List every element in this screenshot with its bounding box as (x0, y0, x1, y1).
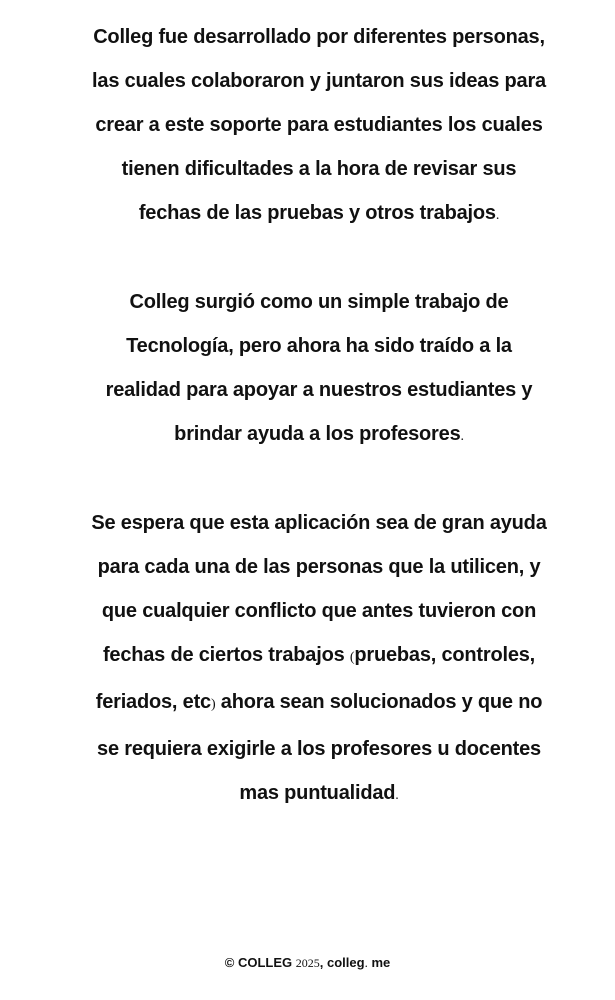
footer-separator: , (319, 955, 324, 970)
page-footer (0, 954, 615, 972)
footer-domain-dot: . (364, 955, 368, 970)
open-paren: ( (349, 650, 355, 665)
about-section (90, 15, 548, 818)
paragraph-spacer (90, 459, 548, 501)
about-paragraph-history-text: Colleg surgió como un simple trabajo de Tecnología, pero ahora ha sido traído a la realidad para apoyar a nuestros estudiantes y brindar ayuda a los profesores (105, 291, 533, 445)
paragraph-spacer (90, 238, 548, 280)
close-paren: ) (210, 697, 216, 712)
about-paragraph-origin (90, 15, 548, 238)
footer-copyright-brand: © COLLEG (224, 955, 293, 970)
about-paragraph-history-period: . (460, 429, 464, 444)
about-paragraph-origin-text: Colleg fue desarrollado por diferentes personas, las cuales colaboraron y juntaron sus ideas para crear a este soporte para estudiantes los cuales tienen dificultades a la hora de revisar sus fechas de las pruebas y otros trabajos (92, 26, 546, 224)
about-paragraph-history (90, 280, 548, 459)
about-paragraph-purpose (90, 501, 548, 818)
about-paragraph-purpose-paren-text: pruebas, controles, feriados, etc (95, 644, 536, 713)
about-paragraph-purpose-text-b: ahora sean solucionados y que no se requiera exigirle a los profesores u docentes mas puntualidad (97, 691, 543, 804)
footer-domain-name: colleg (326, 955, 365, 970)
about-paragraph-purpose-text-a: Se espera que esta aplicación sea de gran ayuda para cada una de las personas que la utilicen, y que cualquier conflicto que antes tuvieron con fechas de ciertos trabajos (91, 512, 547, 666)
footer-domain-tld: me (371, 955, 391, 970)
about-paragraph-origin-period: . (495, 208, 500, 223)
footer-year: 2025 (295, 956, 320, 970)
about-paragraph-purpose-period: . (395, 788, 399, 803)
